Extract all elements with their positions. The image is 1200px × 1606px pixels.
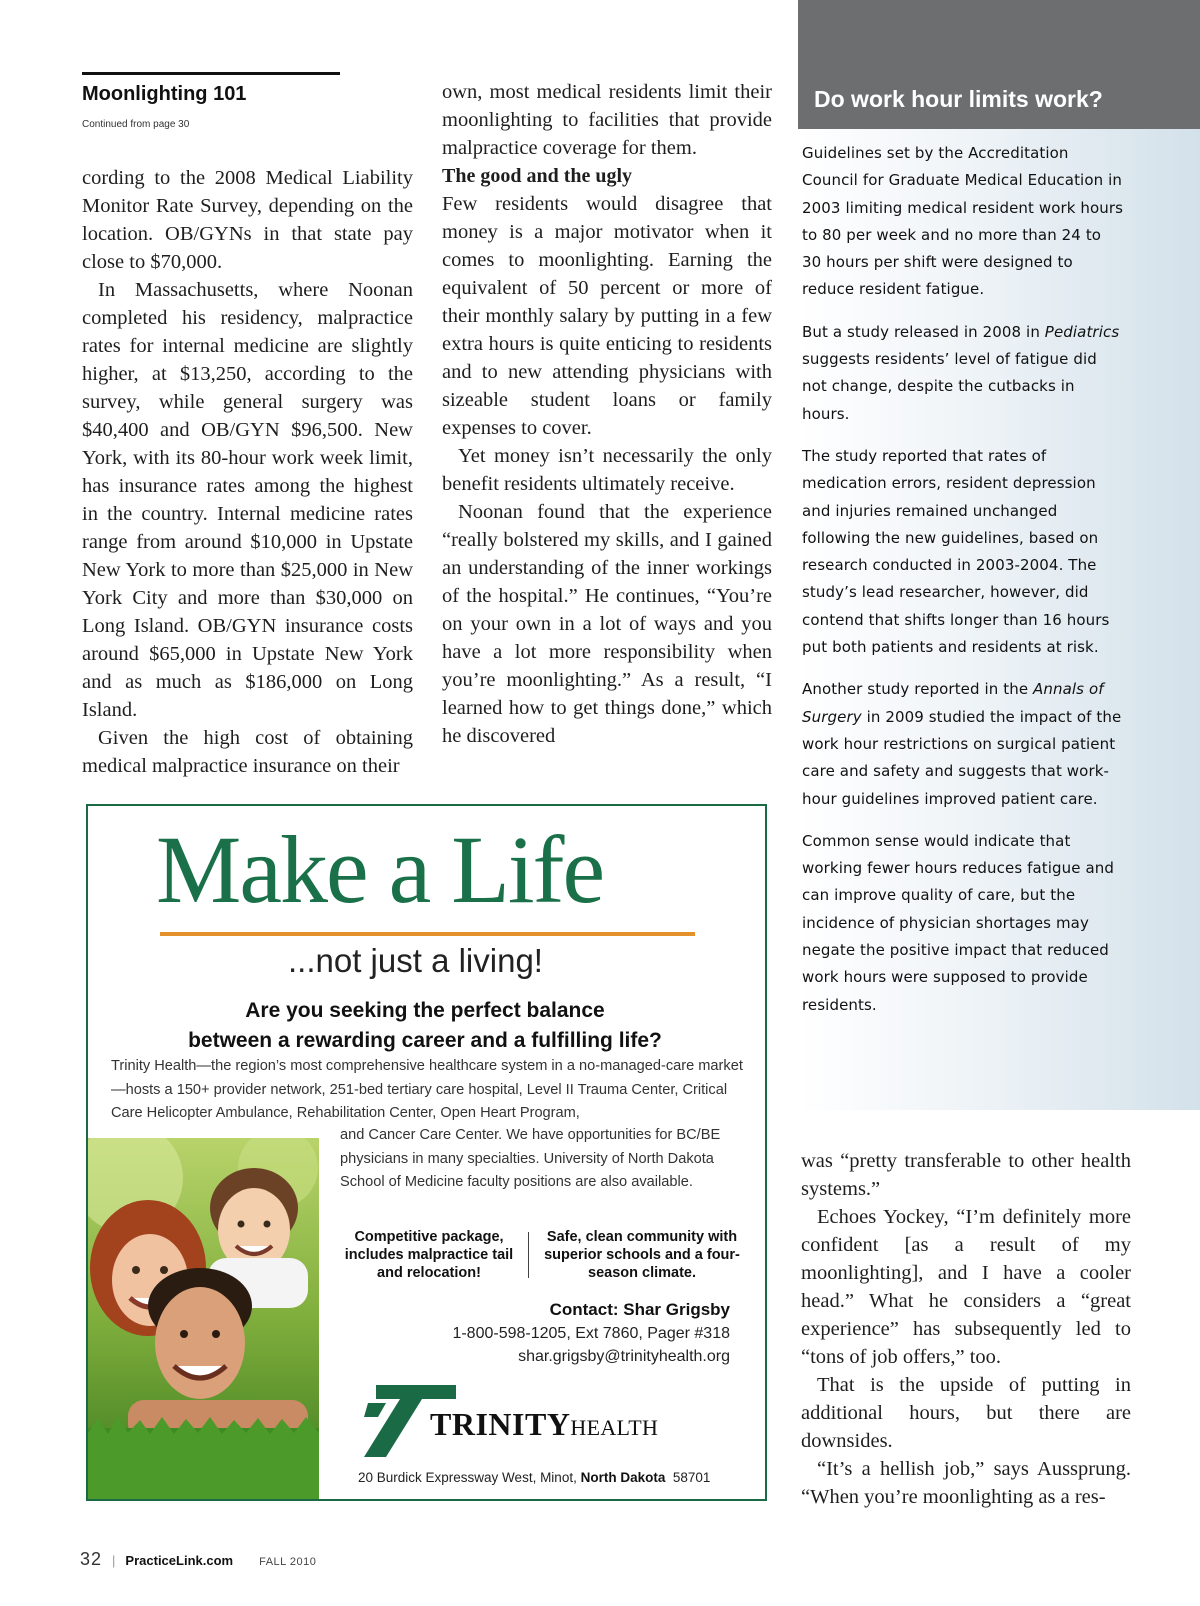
section-rule (82, 72, 340, 75)
sidebar-paragraph: But a study released in 2008 in Pediatrics suggests residents’ level of fatigue did not change, despite the cutbacks in hours. (802, 322, 1120, 423)
footer-separator: | (112, 1553, 116, 1568)
sidebar-paragraph: Common sense would indicate that working fewer hours reduces fatigue and can improve quality of care, but the incidence of physician shortages may negate the positive impact that reduced work hours were supposed to provide residents. (802, 831, 1114, 1014)
article-paragraph: Given the high cost of obtaining medical malpractice insurance on their (82, 727, 413, 777)
trinity-logo-text: TRINITYHEALTH (430, 1406, 659, 1442)
article-paragraph: Echoes Yockey, “I’m definitely more confident [as a result of my moonlighting], and I have a cooler head.” What he considers a “great experience” has subsequently led to “tons of job offers,” too. (801, 1206, 1131, 1368)
article-subhead: The good and the ugly (442, 165, 633, 187)
ad-feature-community: Safe, clean community with superior schools and a four-season climate. (544, 1229, 740, 1281)
article-paragraph: Few residents would disagree that money is a major motivator when it comes to moonlighting. Earning the equivalent of 50 percent or more of their monthly salary by putting in a few extra hours is quite enticing to residents and to new attending physicians with sizeable student loans or family expenses to cover. (442, 193, 772, 439)
continued-note: Continued from page 30 (82, 119, 190, 130)
sidebar-paragraph: Another study reported in the Annals of Surgery in 2009 studied the impact of the work hour restrictions on surgical patient care and safety and suggests that work-hour guidelines improved patient care. (802, 680, 1122, 808)
article-paragraph: “It’s a hellish job,” says Aussprung. “When you’re moonlighting as a res- (801, 1458, 1131, 1508)
ad-address: 20 Burdick Expressway West, Minot, North Dakota 58701 (358, 1470, 711, 1485)
page-footer (80, 1549, 316, 1570)
sidebar-title: Do work hour limits work? (814, 86, 1103, 112)
contact-phone: 1-800-598-1205, Ext 7860, Pager #318 (452, 1325, 730, 1342)
ad-tagline: ...not just a living! (288, 942, 543, 979)
ad-question: Are you seeking the perfect balance between a rewarding career and a fulfilling life? (188, 999, 662, 1052)
article-column-1 (82, 164, 413, 780)
page-number: 32 (80, 1549, 103, 1569)
article-column-2 (442, 78, 772, 750)
article-paragraph: cording to the 2008 Medical Liability Monitor Rate Survey, depending on the location. OB/GYNs in that state pay close to $70,000. (82, 167, 413, 273)
contact-email: shar.grigsby@trinityhealth.org (518, 1348, 730, 1365)
footer-issue: FALL 2010 (259, 1556, 317, 1568)
ad-body-1: Trinity Health—the region’s most comprehensive healthcare system in a no-managed-care market—hosts a 150+ provider network, 251-bed tertiary care hospital, Level II Trauma Center, Critical Care Helicopter Ambulance, Rehabilitation Center, Open Heart Program, (111, 1058, 743, 1121)
article-paragraph: That is the upside of putting in additional hours, but there are downsides. (801, 1374, 1131, 1452)
article-paragraph: Noonan found that the experience “really bolstered my skills, and I gained an understanding of the inner workings of the hospital.” He continues, “You’re on your own in a lot of ways and you have a lot more responsibility when you’re moonlighting.” As a result, “I learned how to get things done,” which he discovered (442, 501, 772, 747)
article-column-3 (801, 1147, 1131, 1511)
ad-feature-package: Competitive package, includes malpractice tail and relocation! (344, 1229, 514, 1281)
sidebar-text (802, 140, 1124, 1034)
sidebar-paragraph: The study reported that rates of medication errors, resident depression and injuries remained unchanged following the new guidelines, based on research conducted in 2003-2004. The study’s lead researcher, however, did contend that shifts longer than 16 hours put both patients and residents at risk. (802, 446, 1110, 657)
article-paragraph: Yet money isn’t necessarily the only benefit residents ultimately receive. (442, 445, 772, 495)
ad-divider (160, 932, 695, 936)
ad-body-2: and Cancer Care Center. We have opportunities for BC/BE physicians in many specialties. University of North Dakota School of Medicine faculty positions are also available. (340, 1127, 721, 1190)
article-paragraph: In Massachusetts, where Noonan completed his residency, malpractice rates for internal medicine are slightly higher, at $13,250, according to the survey, while general surgery was $40,400 and OB/GYN $96,500. New York, with its 80-hour work week limit, has insurance rates among the highest in the country. Internal medicine rates range from around $10,000 in Upstate New York to more than $25,000 in New York City and more than $30,000 on Long Island. OB/GYN insurance costs around $65,000 in Upstate New York and as much as $186,000 on Long Island. (82, 279, 413, 721)
feature-divider (528, 1232, 529, 1278)
section-title: Moonlighting 101 (82, 83, 247, 105)
sidebar-paragraph: Guidelines set by the Accreditation Council for Graduate Medical Education in 2003 limiting medical resident work hours to 80 per week and no more than 24 to 30 hours per shift were designed to reduce resident fatigue. (802, 144, 1124, 299)
footer-site: PracticeLink.com (125, 1553, 234, 1568)
article-paragraph: own, most medical residents limit their moonlighting to facilities that provide malpractice coverage for them. (442, 81, 772, 159)
family-photo (88, 1138, 319, 1499)
contact-name: Contact: Shar Grigsby (549, 1300, 730, 1319)
article-paragraph: was “pretty transferable to other health systems.” (801, 1150, 1131, 1200)
ad-headline: Make a Life (156, 816, 604, 923)
